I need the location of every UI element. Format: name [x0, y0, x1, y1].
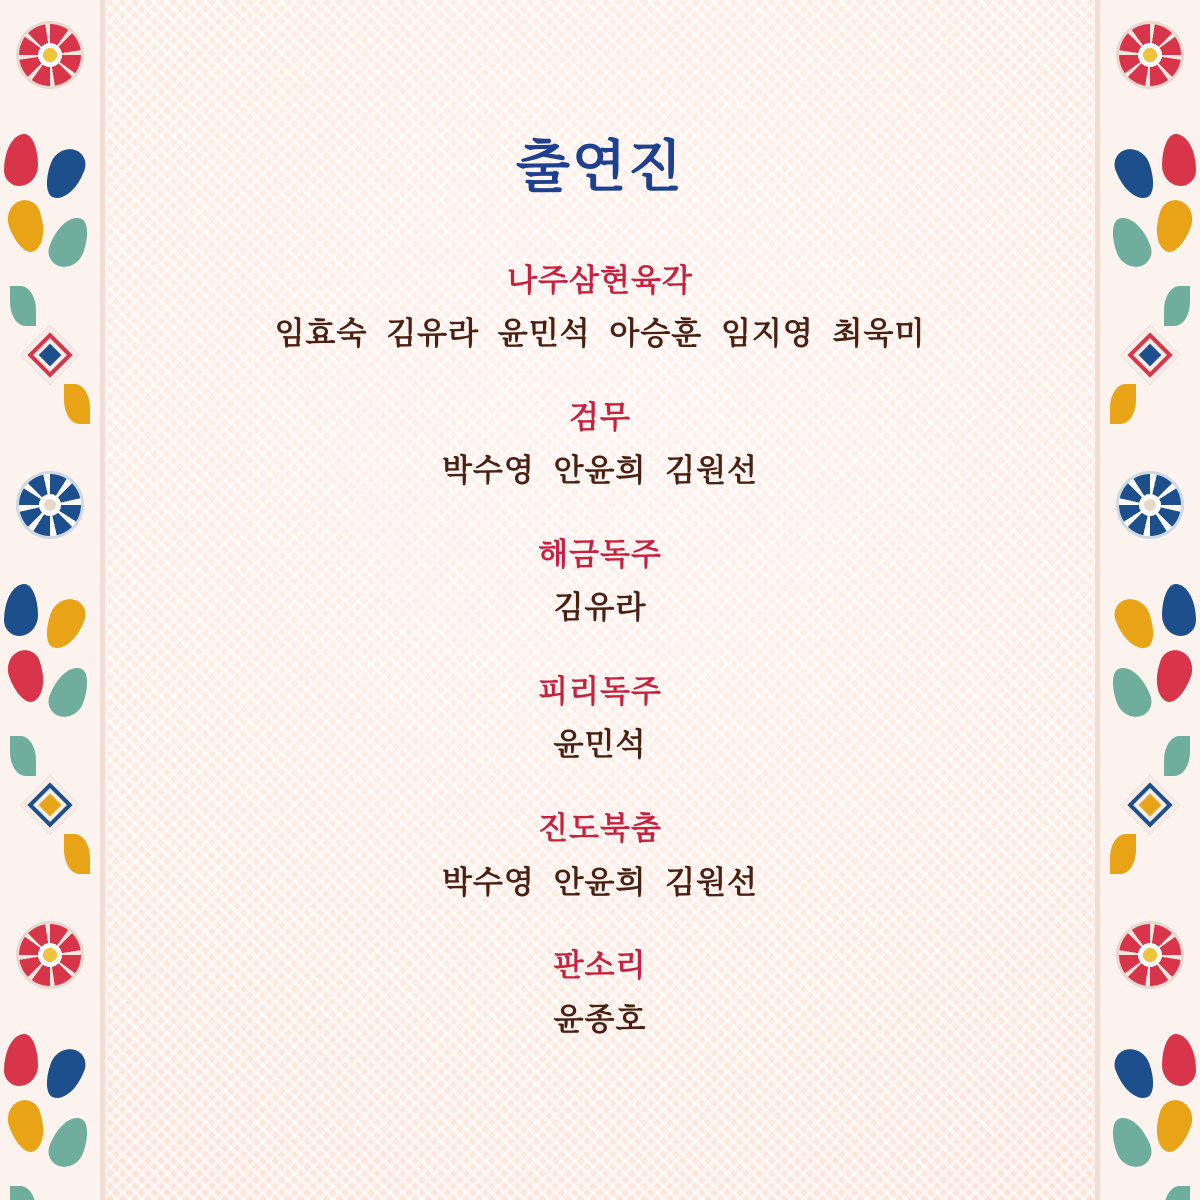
diamond-medallion-icon: [20, 775, 79, 834]
paisley-icon: [2, 196, 52, 256]
border-motif: [0, 0, 100, 130]
border-motif: [0, 130, 100, 280]
border-motif: [0, 1180, 100, 1200]
cast-section-members: 임효숙 김유라 윤민석 아승훈 임지영 최욱미: [274, 316, 926, 352]
border-motif: [1100, 580, 1200, 730]
paisley-icon: [1110, 144, 1160, 204]
paisley-icon: [2, 646, 52, 706]
border-motif: [0, 1030, 100, 1180]
paisley-icon: [1110, 594, 1160, 654]
cast-section-title: 해금독주: [538, 536, 662, 572]
cast-section-title: 검무: [569, 399, 631, 435]
leaf-icon: [1110, 384, 1136, 424]
paisley-icon: [44, 1112, 94, 1172]
cast-section-title: 피리독주: [538, 673, 662, 709]
border-motif: [0, 880, 100, 1030]
cast-section: [130, 810, 1070, 903]
leaf-icon: [10, 286, 36, 326]
cast-section-title: 나주삼현육각: [507, 262, 693, 298]
cast-section-title: 판소리: [553, 947, 647, 983]
paisley-icon: [4, 584, 38, 636]
cast-section: [130, 262, 1070, 355]
paisley-icon: [1106, 1112, 1156, 1172]
cast-section: [130, 536, 1070, 629]
cast-section-title: 진도북춤: [538, 810, 662, 846]
border-motif: [0, 730, 100, 880]
leaf-icon: [10, 1186, 36, 1200]
cast-section-members: 윤민석: [553, 727, 647, 763]
border-motif: [1100, 730, 1200, 880]
flower-icon: [1119, 474, 1181, 536]
flower-icon: [19, 924, 81, 986]
paisley-icon: [1148, 196, 1198, 256]
border-motif: [1100, 1030, 1200, 1180]
flower-icon: [19, 474, 81, 536]
border-motif: [1100, 280, 1200, 430]
page-title: 출연진: [515, 137, 685, 199]
paisley-icon: [40, 594, 90, 654]
border-motif: [1100, 1180, 1200, 1200]
cast-list-content: [130, 0, 1070, 1200]
paisley-icon: [44, 212, 94, 272]
leaf-icon: [1164, 1186, 1190, 1200]
right-decorative-border: [1100, 0, 1200, 1200]
left-border-edge: [100, 0, 105, 1200]
border-motif: [1100, 880, 1200, 1030]
paisley-icon: [4, 134, 38, 186]
diamond-medallion-icon: [1120, 325, 1179, 384]
paisley-icon: [44, 662, 94, 722]
cast-section-members: 박수영 안윤희 김원선: [441, 864, 758, 900]
cast-section-members: 김유라: [553, 590, 647, 626]
cast-sections: [130, 262, 1070, 1040]
paisley-icon: [1162, 1034, 1196, 1086]
border-motif: [1100, 0, 1200, 130]
paisley-icon: [1162, 584, 1196, 636]
border-motif: [0, 430, 100, 580]
border-motif: [1100, 430, 1200, 580]
cast-section-members: 박수영 안윤희 김원선: [441, 453, 758, 489]
paisley-icon: [1106, 662, 1156, 722]
flower-icon: [1119, 924, 1181, 986]
paisley-icon: [1106, 212, 1156, 272]
border-motif: [1100, 130, 1200, 280]
leaf-icon: [1164, 736, 1190, 776]
cast-section: [130, 399, 1070, 492]
diamond-medallion-icon: [1120, 775, 1179, 834]
paisley-icon: [1148, 1096, 1198, 1156]
paisley-icon: [2, 1096, 52, 1156]
leaf-icon: [1110, 834, 1136, 874]
border-motif: [0, 280, 100, 430]
paisley-icon: [1110, 1044, 1160, 1104]
leaf-icon: [10, 736, 36, 776]
flower-icon: [1119, 24, 1181, 86]
border-motif: [0, 580, 100, 730]
paisley-icon: [40, 144, 90, 204]
paisley-icon: [1148, 646, 1198, 706]
leaf-icon: [64, 834, 90, 874]
right-border-edge: [1095, 0, 1100, 1200]
left-decorative-border: [0, 0, 100, 1200]
diamond-medallion-icon: [20, 325, 79, 384]
flower-icon: [19, 24, 81, 86]
paisley-icon: [4, 1034, 38, 1086]
cast-section: [130, 673, 1070, 766]
leaf-icon: [64, 384, 90, 424]
paisley-icon: [1162, 134, 1196, 186]
cast-section-members: 윤종호: [553, 1001, 647, 1037]
leaf-icon: [1164, 286, 1190, 326]
paisley-icon: [40, 1044, 90, 1104]
cast-section: [130, 947, 1070, 1040]
